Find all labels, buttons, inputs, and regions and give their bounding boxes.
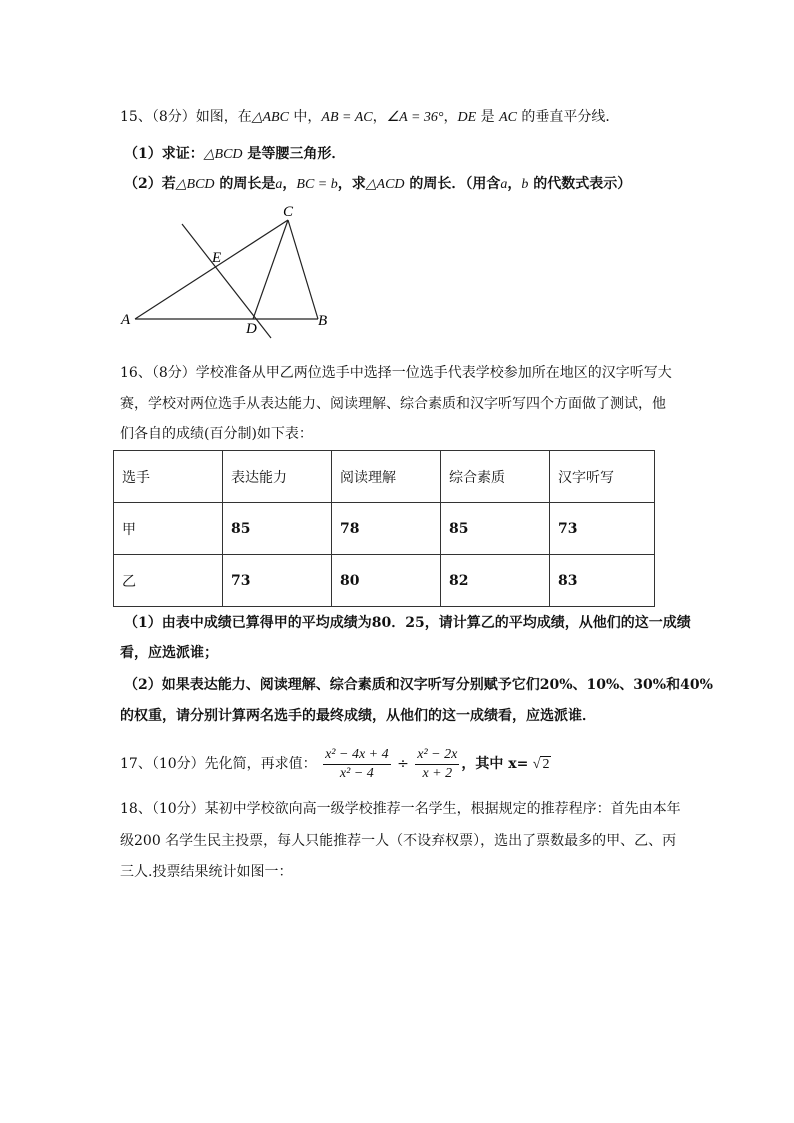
table-cell: 83 (550, 555, 655, 607)
table-cell: 85 (223, 503, 332, 555)
q15-part1-suffix: 是等腰三角形． (242, 146, 346, 162)
q16-part2-line2: 的权重，请分别计算两名选手的最终成绩，从他们的这一成绩看，应选派谁． (120, 708, 596, 724)
label-d: D (246, 321, 257, 337)
q16-line2: 赛，学校对两位选手从表达能力、阅读理解、综合素质和汉字听写四个方面做了测试，他 (120, 396, 666, 412)
q15-text: 中， (288, 109, 322, 125)
q15-intro: 15、（8分）如图，在 (120, 109, 252, 125)
q15-part1 (124, 144, 345, 165)
label-c: C (283, 204, 294, 220)
q15-angle-a: ∠A = 36° (386, 110, 444, 125)
table-cell: 80 (332, 555, 441, 607)
q15-text: ， (443, 109, 458, 125)
q16-line3: 们各自的成绩(百分制)如下表： (120, 426, 313, 442)
q15-part2 (124, 174, 631, 195)
q17-line (120, 744, 551, 785)
q15-segment-de: DE (457, 110, 477, 125)
q16-part1-line2: 看，应选派谁； (120, 645, 218, 661)
q15-part2-triangle-acd: △ACD (365, 177, 405, 192)
table-cell: 甲 (114, 503, 223, 555)
q17-prefix: 17、（10分）先化简，再求值： (120, 756, 317, 772)
header-cell: 表达能力 (223, 451, 332, 503)
q15-part2-var-a: a (275, 177, 283, 192)
q15-text: 的垂直平分线． (516, 109, 620, 125)
sqrt-radicand: 2 (542, 757, 550, 772)
label-b: B (318, 313, 328, 329)
q15-part2-text: 的周长．（用含 (404, 176, 501, 192)
header-cell: 汉字听写 (550, 451, 655, 503)
q15-part2-text: ，求 (337, 176, 366, 192)
q15-triangle-figure (115, 200, 345, 345)
q16-line1: 16、（8分）学校准备从甲乙两位选手中选择一位选手代表学校参加所在地区的汉字听写大 (120, 365, 672, 381)
q15-text: ， (372, 109, 387, 125)
q15-part2-text: 的代数式表示） (528, 176, 632, 192)
q15-stem (120, 107, 619, 128)
q17-fraction-2 (415, 746, 459, 783)
table-cell: 82 (441, 555, 550, 607)
q15-part2-text: ， (507, 176, 522, 192)
q16-part1-line1: （1）由表中成绩已算得甲的平均成绩为80．25，请计算乙的平均成绩，从他们的这一成绩 (124, 615, 691, 631)
segment-ac (135, 220, 288, 319)
table-cell: 73 (223, 555, 332, 607)
q15-part1-triangle: △BCD (203, 147, 243, 162)
q16-part2-line1: （2）如果表达能力、阅读理解、综合素质和汉字听写分别赋予它们20%、10%、30%和40% (124, 677, 713, 693)
q15-equation-ab-ac: AB = AC (321, 110, 373, 125)
q15-part2-text: ， (282, 176, 297, 192)
q15-part2-var-a: a (500, 177, 508, 192)
q17-frac2-denominator: x + 2 (422, 765, 453, 781)
segment-cb (288, 220, 318, 319)
q18-line2: 级200 名学生民主投票，每人只能推荐一人（不设弃权票），选出了票数最多的甲、乙、丙 (120, 833, 677, 849)
q17-fraction-1 (323, 746, 391, 783)
header-cell: 综合素质 (441, 451, 550, 503)
table-row (114, 555, 655, 607)
q18-line1: 18、（10分）某初中学校欲向高一级学校推荐一名学生，根据规定的推荐程序：首先由本年 (120, 801, 681, 817)
q15-text: 是 (476, 109, 500, 125)
q17-sqrt (533, 756, 552, 772)
table-header-row (114, 451, 655, 503)
table-cell: 85 (441, 503, 550, 555)
label-a: A (121, 312, 131, 328)
q15-part1-prefix: （1）求证： (124, 146, 204, 162)
table-row (114, 503, 655, 555)
q18-line3: 三人.投票结果统计如图一： (120, 864, 293, 880)
table-cell: 78 (332, 503, 441, 555)
q17-frac1-numerator: x² − 4x + 4 (323, 746, 391, 765)
header-cell: 阅读理解 (332, 451, 441, 503)
q17-divide-sign: ÷ (397, 756, 409, 772)
segment-cd (253, 220, 288, 319)
header-cell: 选手 (114, 451, 223, 503)
q15-part2-text: （2）若 (124, 176, 176, 192)
q15-part2-bc-eq: BC = b (296, 177, 338, 192)
perpendicular-bisector-de (182, 224, 271, 338)
q15-segment-ac: AC (499, 110, 517, 125)
q15-part2-text: 的周长是 (214, 176, 276, 192)
table-cell: 73 (550, 503, 655, 555)
q15-part2-var-b: b (521, 177, 529, 192)
sqrt-sign: √ (532, 757, 541, 772)
q17-suffix: ，其中 x= (461, 756, 529, 772)
q16-score-table (113, 450, 655, 607)
q15-triangle-abc: △ABC (251, 110, 289, 125)
q17-frac1-denominator: x² − 4 (339, 765, 374, 781)
q17-frac2-numerator: x² − 2x (415, 746, 459, 765)
label-e: E (212, 250, 222, 266)
table-cell: 乙 (114, 555, 223, 607)
q15-part2-triangle-bcd: △BCD (175, 177, 215, 192)
